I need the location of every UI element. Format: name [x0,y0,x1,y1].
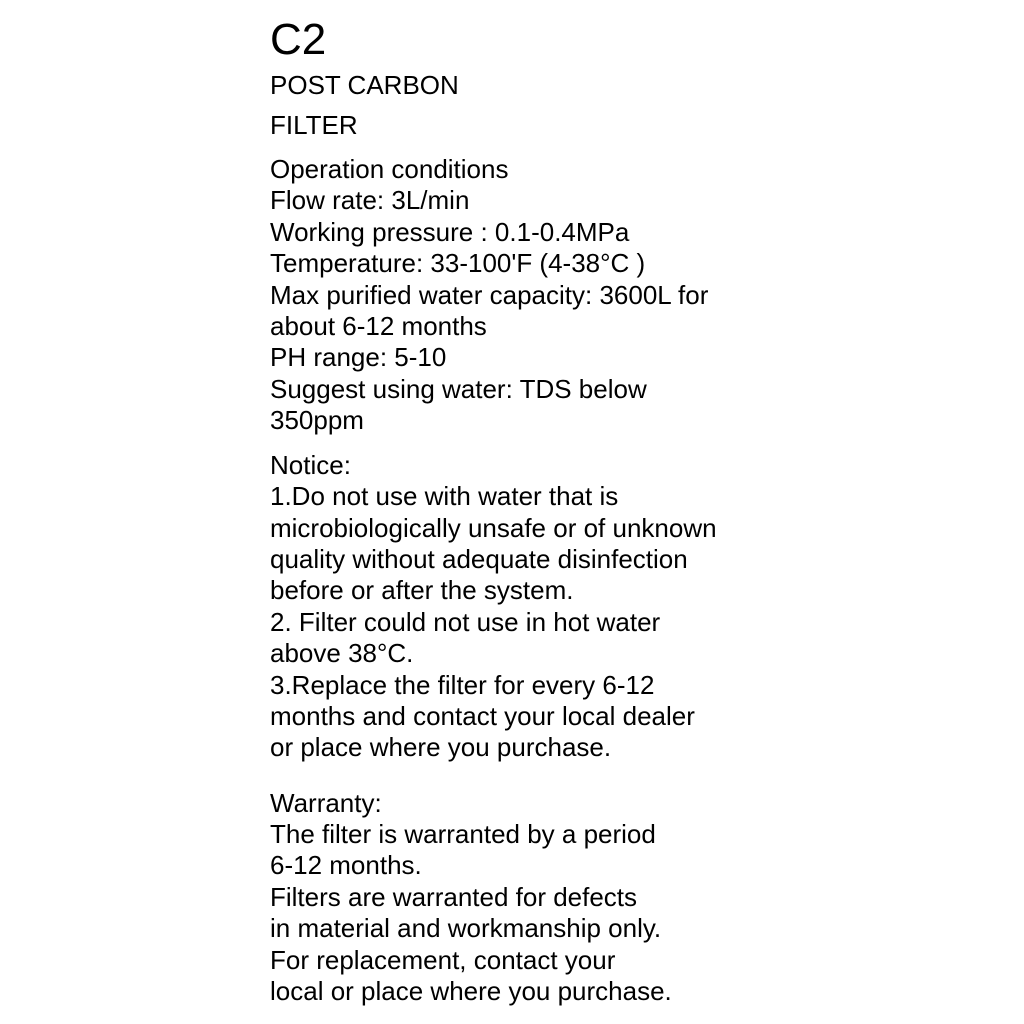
notice-heading: Notice: [270,450,351,480]
operation-line: PH range: 5-10 [270,342,447,372]
warranty-line: in material and workmanship only. [270,913,662,943]
warranty-line: The filter is warranted by a period [270,819,656,849]
operation-line: Working pressure : 0.1-0.4MPa [270,217,630,247]
notice-line: 1.Do not use with water that is [270,481,619,511]
operation-line: Temperature: 33-100'F (4-38°C ) [270,248,646,278]
warranty-heading: Warranty: [270,788,382,818]
operation-line: Max purified water capacity: 3600L for [270,280,709,310]
product-title-line-1: POST CARBON [270,70,459,100]
notice-line: before or after the system. [270,575,574,605]
operation-line: about 6-12 months [270,311,487,341]
product-title-line-2: FILTER [270,110,358,140]
operation-line: Suggest using water: TDS below [270,374,647,404]
notice-line: 3.Replace the filter for every 6-12 [270,670,655,700]
warranty-line: For replacement, contact your [270,945,616,975]
notice-line: microbiologically unsafe or of unknown [270,513,717,543]
notice-line: above 38°C. [270,638,414,668]
warranty-line: 6-12 months. [270,850,422,880]
notice-line: quality without adequate disinfection [270,544,688,574]
warranty-line: Filters are warranted for defects [270,882,638,912]
notice-line: or place where you purchase. [270,732,612,762]
operation-line: 350ppm [270,405,364,435]
warranty-line: local or place where you purchase. [270,976,672,1006]
operation-line: Flow rate: 3L/min [270,185,470,215]
notice-line: 2. Filter could not use in hot water [270,607,661,637]
model-code: C2 [270,15,327,64]
notice-line: months and contact your local dealer [270,701,695,731]
operation-heading: Operation conditions [270,154,509,184]
